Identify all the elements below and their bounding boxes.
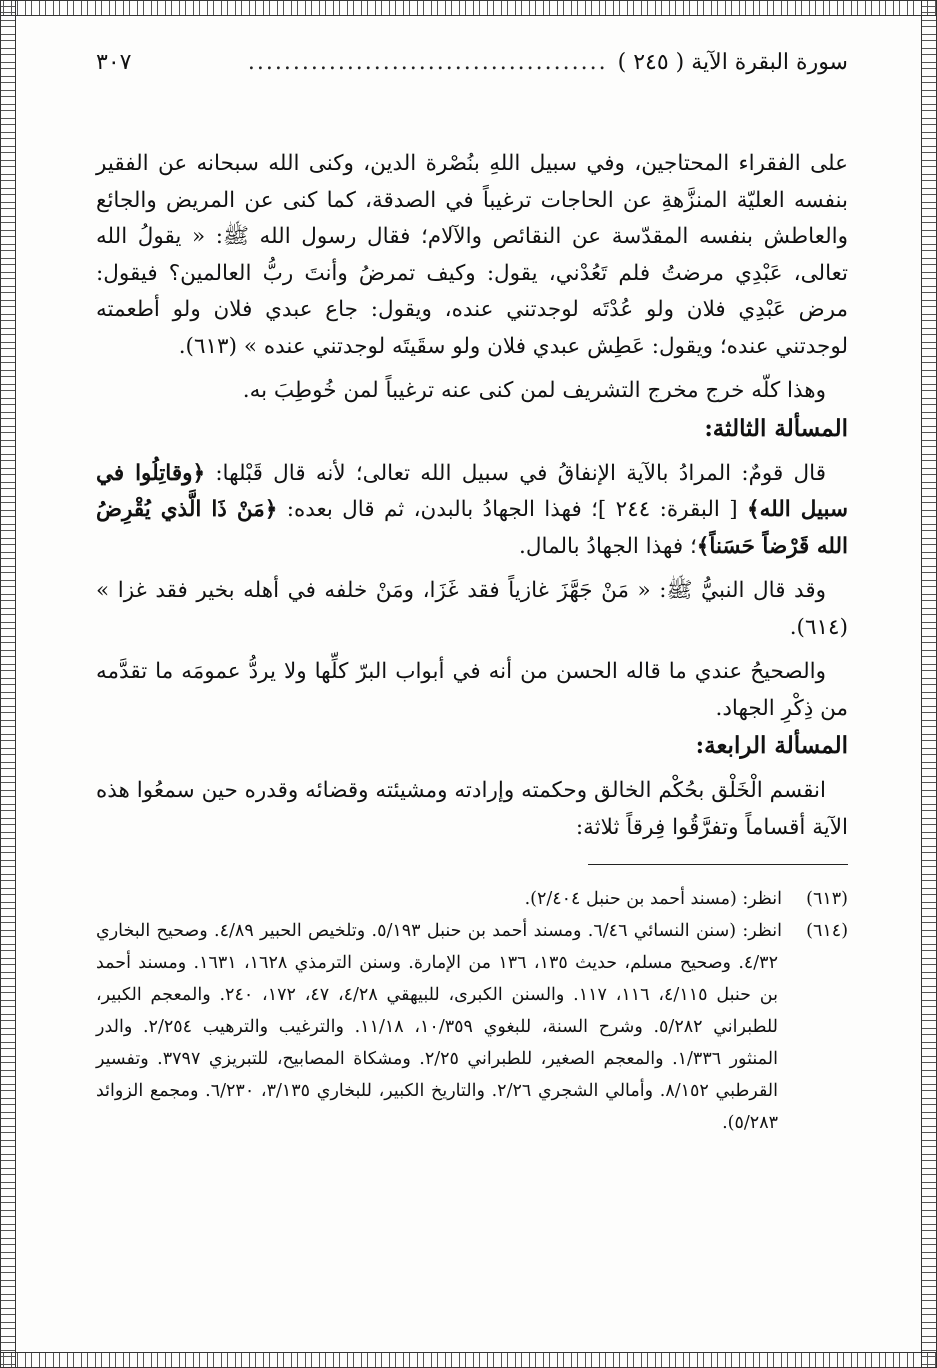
paragraph-3-part-a: قال قومٌ: المرادُ بالآية الإنفاقُ في سبيل الله تعالى؛ لأنه قال قَبْلها: [205, 460, 826, 486]
quran-verse-1: ﴿وقاتِلُوا في سبيل الله﴾ [96, 460, 849, 522]
footnote-614 [96, 915, 848, 1139]
footnote-613 [96, 883, 848, 915]
running-title: سورة البقرة الآية ( ٢٤٥ ) [617, 50, 848, 75]
paragraph-2: وهذا كلّه خرج مخرج التشريف لمن كنى عنه ترغيباً لمن خُوطِبَ به. [242, 378, 826, 403]
main-text [96, 146, 848, 846]
quran-verse-2: ﴿مَنْ ذَا الَّذي يُقْرِضُ الله قَرْضاً حَسَناً﴾ [96, 497, 848, 559]
footnote-number: (٦١٣) [806, 889, 848, 909]
footnote-text: انظر: (مسند أحمد بن حنبل ٢/٤٠٤). [524, 889, 782, 909]
paragraph-3-part-b: [ البقرة: ٢٤٤ ]؛ فهذا الجهادُ بالبدن، ثم قال بعده: [277, 497, 747, 522]
paragraph-5: والصحيحُ عندي ما قاله الحسن من أنه في أبواب البرّ كلِّها ولا يردُّ عمومَه ما تقدَّمه من ذِكْرِ الجهاد. [96, 659, 848, 721]
page-number: ٣٠٧ [96, 50, 132, 75]
border-right [921, 0, 937, 1368]
paragraph-6: انقسم الْخَلْق بحُكْم الخالق وحكمته وإرادته ومشيئته وقضائه وقدره حين سمعُوا هذه الآية أقساماً وتفرَّقُوا فِرقاً ثلاثة: [96, 778, 848, 840]
footnote-number: (٦١٤) [806, 921, 849, 941]
border-top [0, 0, 937, 16]
section-heading-4: المسألة الرابعة: [695, 732, 848, 759]
footnote-text: انظر: (سنن النسائي ٦/٤٦. ومسند أحمد بن حنبل ٥/١٩٣. وتلخيص الحبير ٤/٨٩. وصحيح البخاري ٤/٣٢. وصحيح مسلم، حديث ١٣٥، ١٣٦ من الإمارة. وسنن الترمذي ١٦٢٨، ١٦٣١. ومسند أحمد بن حنبل ٤/١١٥، ١١٦، ١١٧. والسنن الكبرى، للبيهقي ٤/٢٨، ٤٧، ١٧٢، ٢٤٠. والمعجم الكبير، للطبراني ٥/٢٨٢. وشرح السنة، للبغوي ١٠/٣٥٩، ١١/١٨. والترغيب والترهيب ٢/٢٥٤. والدر المنثور ١/٣٣٦. والمعجم الصغير، للطبراني ٢/٢٥. ومشكاة المصابيح، للتبريزي ٣٧٩٧. وتفسير القرطبي ٨/١٥٢. وأمالي الشجري ٢/٢٦. والتاريخ الكبير، للبخاري ٣/١٣٥، ٦/٢٣٠. ومجمع الزوائد ٥/٢٨٣). [96, 921, 783, 1133]
section-heading-3: المسألة الثالثة: [704, 414, 848, 442]
border-left [0, 0, 16, 1368]
paragraph-3 [96, 456, 848, 566]
header-dots: ........................................ [247, 50, 608, 75]
paragraph-3-part-c: ؛ فهذا الجهادُ بالمال. [519, 533, 697, 559]
running-header [96, 50, 848, 94]
page-content [96, 50, 848, 1139]
footnotes [96, 883, 848, 1139]
paragraph-1: على الفقراء المحتاجين، وفي سبيل اللهِ بنُصْرة الدين، وكنى الله سبحانه عن الفقير بنفسه العليّة المنزَّهةِ عن الحاجات ترغيباً في الصدقة، كما كنى عن المريض والجائع والعاطش بنفسه المقدّسة عن النقائص والآلام؛ فقال رسول الله ﷺ: « يقولُ الله تعالى، عَبْدِي مرضتُ فلم تَعُدْني، يقول: وكيف تمرضُ وأنتَ ربُّ العالمين؟ فيقول: مرض عَبْدِي فلان ولو عُدْتَه لوجدتني عنده، ويقول: جاع عبدي فلان ولو أطعمته لوجدتني عنده؛ ويقول: عَطِش عبدي فلان ولو سقَيتَه لوجدتني عنده » (٦١٣). [96, 151, 848, 359]
footnote-separator [588, 864, 848, 865]
border-bottom [0, 1352, 937, 1368]
paragraph-4: وقد قال النبيُّ ﷺ: « مَنْ جَهَّزَ غازياً فقد غَزَا، ومَنْ خلفه في أهله بخير فقد غزا » (٦١٤). [96, 578, 848, 640]
